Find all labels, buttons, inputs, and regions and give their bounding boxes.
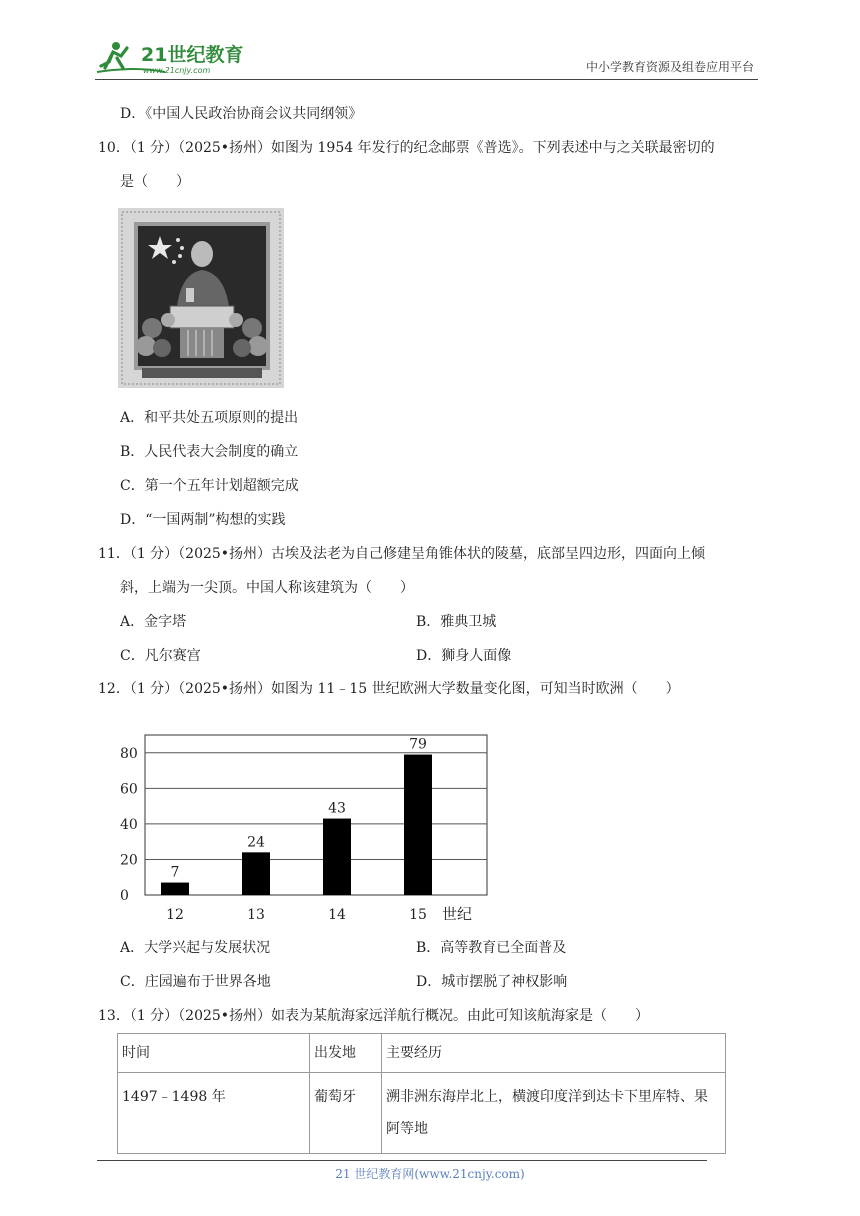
x-tick-label: 13 bbox=[247, 907, 265, 923]
logo-url: www.21cnjy.com bbox=[143, 66, 211, 75]
table-header-cell: 时间 bbox=[118, 1034, 310, 1073]
table-cell: 溯非洲东海岸北上，横渡印度洋到达卡下里库特、果阿等地 bbox=[382, 1073, 726, 1154]
page-header bbox=[95, 38, 758, 80]
q10-option-a: A．和平共处五项原则的提出 bbox=[120, 410, 299, 426]
q9-option-d: D．《中国人民政治协商会议共同纲领》 bbox=[120, 106, 363, 122]
data-label: 7 bbox=[170, 864, 180, 881]
y-tick-label: 0 bbox=[120, 888, 129, 904]
data-label: 79 bbox=[409, 736, 427, 753]
y-tick-label: 80 bbox=[120, 745, 138, 762]
table-row bbox=[118, 1073, 726, 1154]
q12-option-a: A．大学兴起与发展状况 bbox=[120, 940, 271, 956]
bar bbox=[404, 755, 432, 895]
data-label: 43 bbox=[328, 800, 346, 817]
footer-text: 21 世纪教育网(www.21cnjy.com) bbox=[335, 1167, 525, 1181]
table-header-cell: 主要经历 bbox=[382, 1034, 726, 1073]
bar bbox=[242, 852, 270, 895]
q10-option-b: B．人民代表大会制度的确立 bbox=[120, 444, 299, 460]
q12-option-c: C．庄园遍布于世界各地 bbox=[120, 974, 271, 990]
q12-stem: 12．（1 分）（2025•扬州）如图为 11﹣15 世纪欧洲大学数量变化图，可知当时欧洲（ ） bbox=[98, 681, 680, 697]
q10-stem-line1: 10．（1 分）（2025•扬州）如图为 1954 年发行的纪念邮票《普选》。下列表述中与之关联最密切的 bbox=[98, 140, 715, 156]
q11-option-b: B．雅典卫城 bbox=[416, 614, 497, 630]
q11-stem-line1: 11．（1 分）（2025•扬州）古埃及法老为自己修建呈角锥体状的陵墓，底部呈四边形，四面向上倾 bbox=[98, 546, 706, 562]
y-tick-label: 20 bbox=[120, 852, 138, 869]
stamp-image bbox=[118, 208, 284, 388]
q10-stem-line2: 是（ ） bbox=[120, 174, 190, 190]
table-cell: 葡萄牙 bbox=[310, 1073, 382, 1154]
table-header-row bbox=[118, 1034, 726, 1073]
site-logo bbox=[95, 38, 265, 78]
q12-option-b: B．高等教育已全面普及 bbox=[416, 940, 567, 956]
x-tick-label: 14 bbox=[328, 907, 346, 923]
x-axis-label: 世纪 bbox=[442, 905, 473, 923]
table-cell: 1497﹣1498 年 bbox=[118, 1073, 310, 1154]
voyage-table bbox=[117, 1033, 726, 1154]
bar bbox=[161, 883, 189, 895]
data-label: 24 bbox=[247, 834, 265, 851]
platform-name: 中小学教育资源及组卷应用平台 bbox=[585, 60, 754, 74]
q11-option-a: A．金字塔 bbox=[120, 614, 187, 630]
footer-divider bbox=[97, 1160, 707, 1161]
plot-frame bbox=[145, 735, 487, 895]
q11-stem-line2: 斜，上端为一尖顶。中国人称该建筑为（ ） bbox=[120, 580, 414, 596]
q13-stem: 13．（1 分）（2025•扬州）如表为某航海家远洋航行概况。由此可知该航海家是（ ） bbox=[98, 1008, 650, 1024]
university-count-chart bbox=[110, 705, 490, 935]
q10-option-d: D．“一国两制”构想的实践 bbox=[120, 512, 286, 528]
x-tick-label: 12 bbox=[166, 907, 184, 923]
q11-option-d: D．狮身人面像 bbox=[416, 648, 512, 664]
logo-text: 21世纪教育 bbox=[141, 44, 244, 66]
y-tick-label: 40 bbox=[120, 816, 138, 833]
table-header-cell: 出发地 bbox=[310, 1034, 382, 1073]
q12-option-d: D．城市摆脱了神权影响 bbox=[416, 974, 568, 990]
y-tick-label: 60 bbox=[120, 781, 138, 798]
bar bbox=[323, 819, 351, 895]
x-tick-label: 15 bbox=[409, 907, 427, 923]
q10-option-c: C．第一个五年计划超额完成 bbox=[120, 478, 299, 494]
q11-option-c: C．凡尔赛宫 bbox=[120, 648, 201, 664]
